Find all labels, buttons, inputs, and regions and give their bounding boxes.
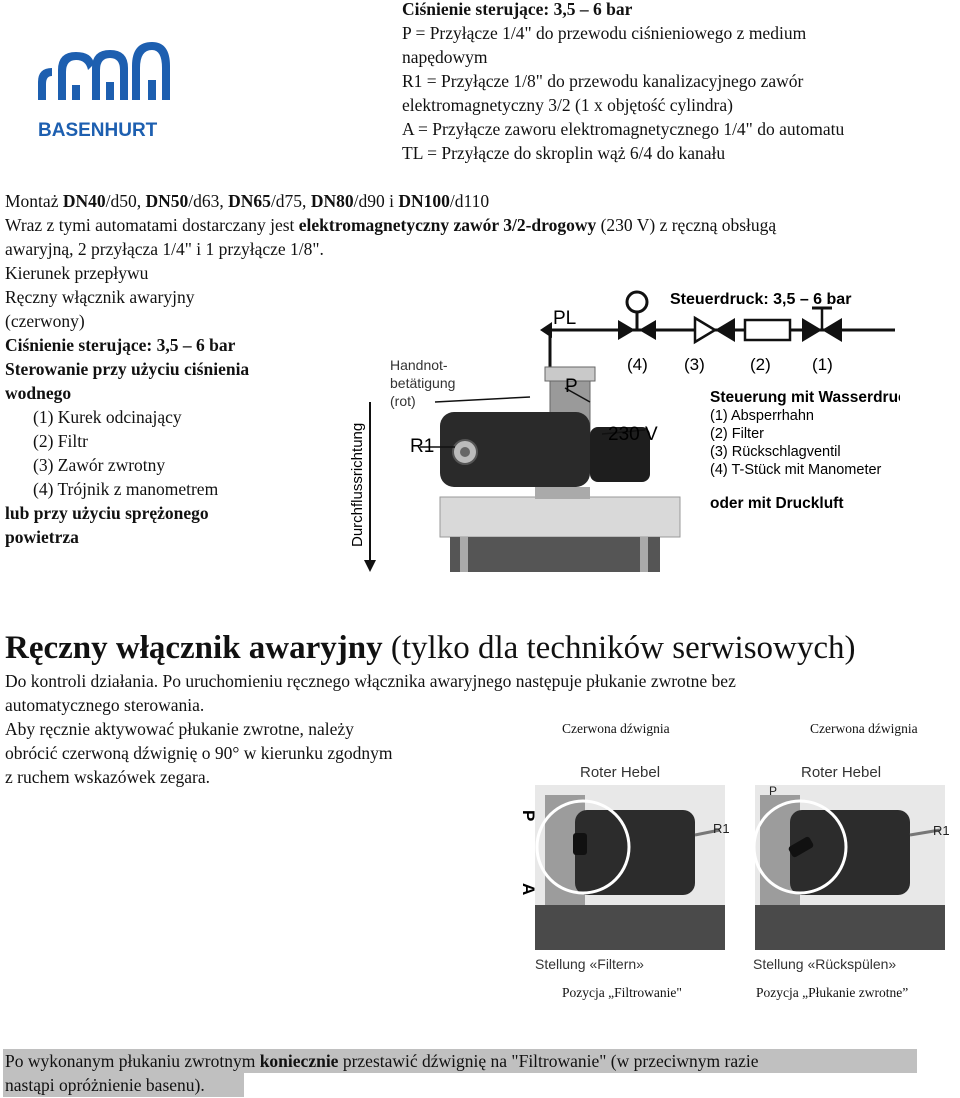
- num-4-label: (4): [627, 355, 648, 374]
- section-p1-line1: Do kontroli działania. Po uruchomieniu ręcznego włącznika awaryjnego następuje płukanie zwrotne bez: [5, 671, 736, 691]
- section-title: Ręczny włącznik awaryjny (tylko dla techników serwisowych): [5, 630, 856, 666]
- caption-right-bottom: Pozycja „Płukanie zwrotne”: [756, 985, 909, 1000]
- legend-item-4: (4) Trójnik z manometrem: [33, 479, 219, 499]
- r1-diagram-label: R1: [410, 436, 435, 457]
- filter-position-photo: [535, 785, 725, 950]
- caption-right-top: Czerwona dźwignia: [810, 721, 918, 736]
- filter-icon: [745, 320, 790, 340]
- manometer-icon: [627, 292, 647, 312]
- p-photo-label: P: [519, 810, 538, 822]
- lever-photos: [505, 755, 955, 980]
- stellung-ruckspulen-label: Stellung «Rückspülen»: [753, 956, 897, 972]
- legend-water-control-2: wodnego: [5, 383, 72, 403]
- wraz-line1: Wraz z tymi automatami dostarczany jest elektromagnetyczny zawór 3/2-drogowy (230 V) z ręczną obsługą: [5, 215, 777, 235]
- p-connection-line2: napędowym: [402, 47, 488, 67]
- stellung-filtern-label: Stellung «Filtern»: [535, 956, 644, 972]
- r1-connection-line2: elektromagnetyczny 3/2 (1 x objętość cylindra): [402, 95, 733, 115]
- section-p1-line2: automatycznego sterowania.: [5, 695, 205, 715]
- legend-flow-direction: Kierunek przepływu: [5, 263, 149, 283]
- steuerdruck-label: Steuerdruck: 3,5 – 6 bar: [670, 291, 852, 308]
- control-item-4: (4) T-Stück mit Manometer: [710, 462, 882, 478]
- handnot-label-2: betätigung: [390, 375, 456, 391]
- logo-arches-graphic: [30, 30, 180, 145]
- legend-air-1: lub przy użyciu sprężonego: [5, 503, 209, 523]
- backwash-position-photo: [754, 785, 945, 950]
- solenoid-valve-photo: [440, 367, 680, 572]
- check-valve-icon: [695, 318, 715, 342]
- legend-manual-switch: Ręczny włącznik awaryjny: [5, 287, 195, 307]
- num-2-label: (2): [750, 355, 771, 374]
- roter-hebel-left: Roter Hebel: [580, 764, 661, 781]
- r1-photo-label-left: R1: [713, 821, 730, 836]
- legend-air-2: powietrza: [5, 527, 79, 547]
- flow-direction-label: Durchflussrichtung: [349, 422, 366, 547]
- footer-line2: nastąpi opróżnienie basenu).: [5, 1075, 205, 1095]
- top-heading: Ciśnienie sterujące: 3,5 – 6 bar: [402, 0, 633, 19]
- a-connection-line: A = Przyłącze zaworu elektromagnetycznego 1/4" do automatu: [402, 119, 845, 139]
- num-3-label: (3): [684, 355, 705, 374]
- p-small-label: P: [769, 784, 778, 798]
- p-diagram-label: P: [565, 376, 578, 397]
- p-connection-line1: P = Przyłącze 1/4" do przewodu ciśnieniowego z medium: [402, 23, 807, 43]
- footer-line1: Po wykonanym płukaniu zwrotnym koniecznie przestawić dźwignię na "Filtrowanie" (w przeciwnym razie: [5, 1051, 759, 1071]
- caption-left-bottom: Pozycja „Filtrowanie": [562, 985, 682, 1000]
- handnot-label-1: Handnot-: [390, 357, 448, 373]
- logo-text: BASENHURT: [38, 120, 158, 141]
- company-logo: [30, 30, 180, 145]
- flow-arrow-icon: [364, 560, 376, 572]
- legend-water-control-1: Sterowanie przy użyciu ciśnienia: [5, 359, 250, 379]
- handnot-label-3: (rot): [390, 393, 416, 409]
- a-photo-label: A: [519, 883, 538, 896]
- valve-diagram: [340, 262, 900, 572]
- legend-item-2: (2) Filtr: [33, 431, 88, 451]
- num-1-label: (1): [812, 355, 833, 374]
- control-item-3: (3) Rückschlagventil: [710, 444, 841, 460]
- pl-label: PL: [553, 308, 577, 329]
- section-p2-line3: z ruchem wskazówek zegara.: [5, 767, 211, 787]
- tl-connection-line: TL = Przyłącze do skroplin wąż 6/4 do kanału: [402, 143, 726, 163]
- legend-red: (czerwony): [5, 311, 85, 331]
- control-title: Steuerung mit Wasserdruck: [710, 389, 900, 406]
- caption-left-top: Czerwona dźwignia: [562, 721, 670, 736]
- r1-photo-label-right: R1: [933, 823, 950, 838]
- wraz-line2: awaryjną, 2 przyłącza 1/4" i 1 przyłącze 1/8".: [5, 239, 324, 259]
- control-item-1: (1) Absperrhahn: [710, 408, 814, 424]
- voltage-label: 230 V: [608, 424, 658, 445]
- r1-connection-line1: R1 = Przyłącze 1/8" do przewodu kanalizacyjnego zawór: [402, 71, 804, 91]
- roter-hebel-right: Roter Hebel: [801, 764, 882, 781]
- control-item-2: (2) Filter: [710, 426, 764, 442]
- legend-item-1: (1) Kurek odcinający: [33, 407, 182, 427]
- section-p2-line1: Aby ręcznie aktywować płukanie zwrotne, należy: [5, 719, 354, 739]
- montaz-line: Montaż DN40/d50, DN50/d63, DN65/d75, DN80/d90 i DN100/d110: [5, 191, 490, 211]
- air-alternative-label: oder mit Druckluft: [710, 495, 844, 512]
- section-p2-line2: obrócić czerwoną dźwignię o 90° w kierunku zgodnym: [5, 743, 393, 763]
- lever-filter-icon: [573, 833, 587, 855]
- legend-item-3: (3) Zawór zwrotny: [33, 455, 166, 475]
- legend-pressure: Ciśnienie sterujące: 3,5 – 6 bar: [5, 335, 236, 355]
